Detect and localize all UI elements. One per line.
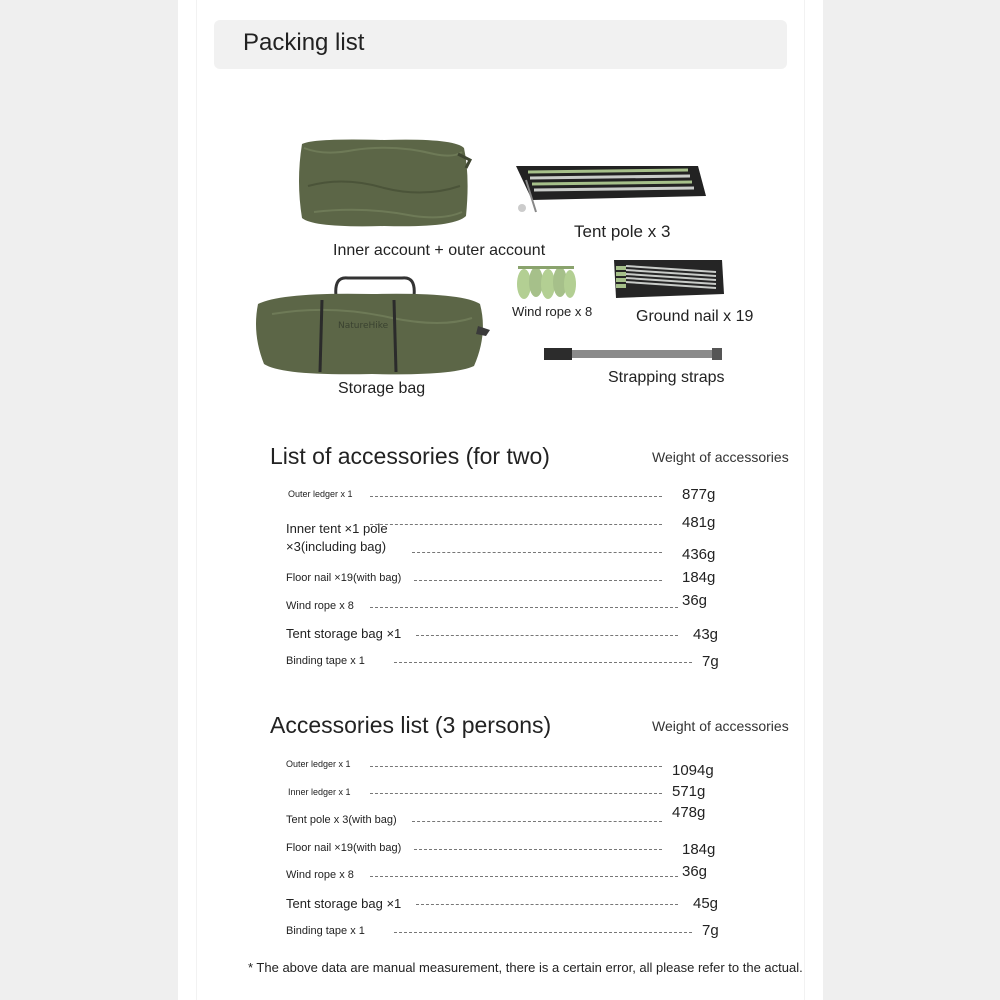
two-row-value: 877g: [682, 486, 716, 503]
tent-pole-caption: Tent pole x 3: [574, 222, 671, 241]
leader-line: [370, 793, 662, 794]
wind-rope-caption: Wind rope x 8: [512, 304, 593, 319]
three-row-value: 45g: [693, 895, 719, 912]
two-row-label: Tent storage bag ×1: [286, 626, 402, 641]
two-row-value: 7g: [702, 653, 719, 670]
section-header: [214, 20, 787, 69]
three-row-value: 36g: [682, 863, 708, 880]
three-row-label: Binding tape x 1: [286, 925, 365, 937]
two-row-label: Floor nail ×19(with bag): [286, 572, 402, 584]
leader-line: [370, 766, 662, 767]
two-row-label: Outer ledger x 1: [288, 489, 353, 499]
storage-bag-caption: Storage bag: [338, 380, 426, 397]
product-page: [178, 0, 822, 1000]
wind-rope-image: [514, 262, 578, 302]
tent-pole-image: [512, 160, 708, 216]
three-person-weight-header: Weight of accessories: [652, 718, 789, 734]
three-row-label: Tent storage bag ×1: [286, 896, 402, 911]
leader-line: [412, 552, 662, 553]
three-row-value: 7g: [702, 922, 719, 939]
two-row-label: Inner tent ×1 pole: [286, 521, 388, 536]
two-row-label: Wind rope x 8: [286, 600, 354, 612]
three-row-value: 1094g: [672, 762, 714, 779]
three-row-label: Outer ledger x 1: [286, 759, 351, 769]
page-title: Packing list: [243, 29, 365, 56]
two-person-title: List of accessories (for two): [270, 443, 550, 469]
leader-line: [370, 496, 662, 497]
two-row-value: 36g: [682, 592, 708, 609]
leader-line: [394, 932, 692, 933]
ground-nail-caption: Ground nail x 19: [636, 308, 754, 325]
three-row-value: 478g: [672, 804, 706, 821]
folded-tent-image: [294, 136, 474, 232]
leader-line: [370, 876, 678, 877]
two-row-value: 481g: [682, 514, 716, 531]
left-margin: [178, 0, 197, 1000]
two-row-value: 43g: [693, 626, 719, 643]
three-row-value: 571g: [672, 783, 706, 800]
leader-line: [414, 580, 662, 581]
leader-line: [394, 662, 692, 663]
strapping-caption: Strapping straps: [608, 369, 725, 386]
three-row-label: Tent pole x 3(with bag): [286, 814, 397, 826]
bag-logo: NatureHike: [338, 321, 389, 331]
three-row-label: Floor nail ×19(with bag): [286, 842, 402, 854]
strapping-strap-image: [542, 346, 724, 364]
right-margin: [804, 0, 823, 1000]
two-row-label: ×3(including bag): [286, 539, 387, 554]
three-person-title: Accessories list (3 persons): [270, 712, 552, 738]
leader-line: [416, 635, 678, 636]
inner-outer-caption: Inner account + outer account: [333, 242, 546, 259]
storage-bag-image: [252, 274, 492, 378]
two-row-value: 436g: [682, 546, 716, 563]
leader-line: [370, 524, 662, 525]
two-row-label: Binding tape x 1: [286, 655, 365, 667]
leader-line: [412, 821, 662, 822]
measurement-footnote: * The above data are manual measurement, there is a certain error, all please refer to the actual.: [248, 960, 803, 975]
leader-line: [370, 607, 678, 608]
leader-line: [414, 849, 662, 850]
three-row-label: Inner ledger x 1: [288, 787, 351, 797]
three-row-value: 184g: [682, 841, 716, 858]
two-person-weight-header: Weight of accessories: [652, 449, 789, 465]
three-row-label: Wind rope x 8: [286, 869, 354, 881]
ground-nail-image: [612, 258, 726, 302]
two-row-value: 184g: [682, 569, 716, 586]
leader-line: [416, 904, 678, 905]
